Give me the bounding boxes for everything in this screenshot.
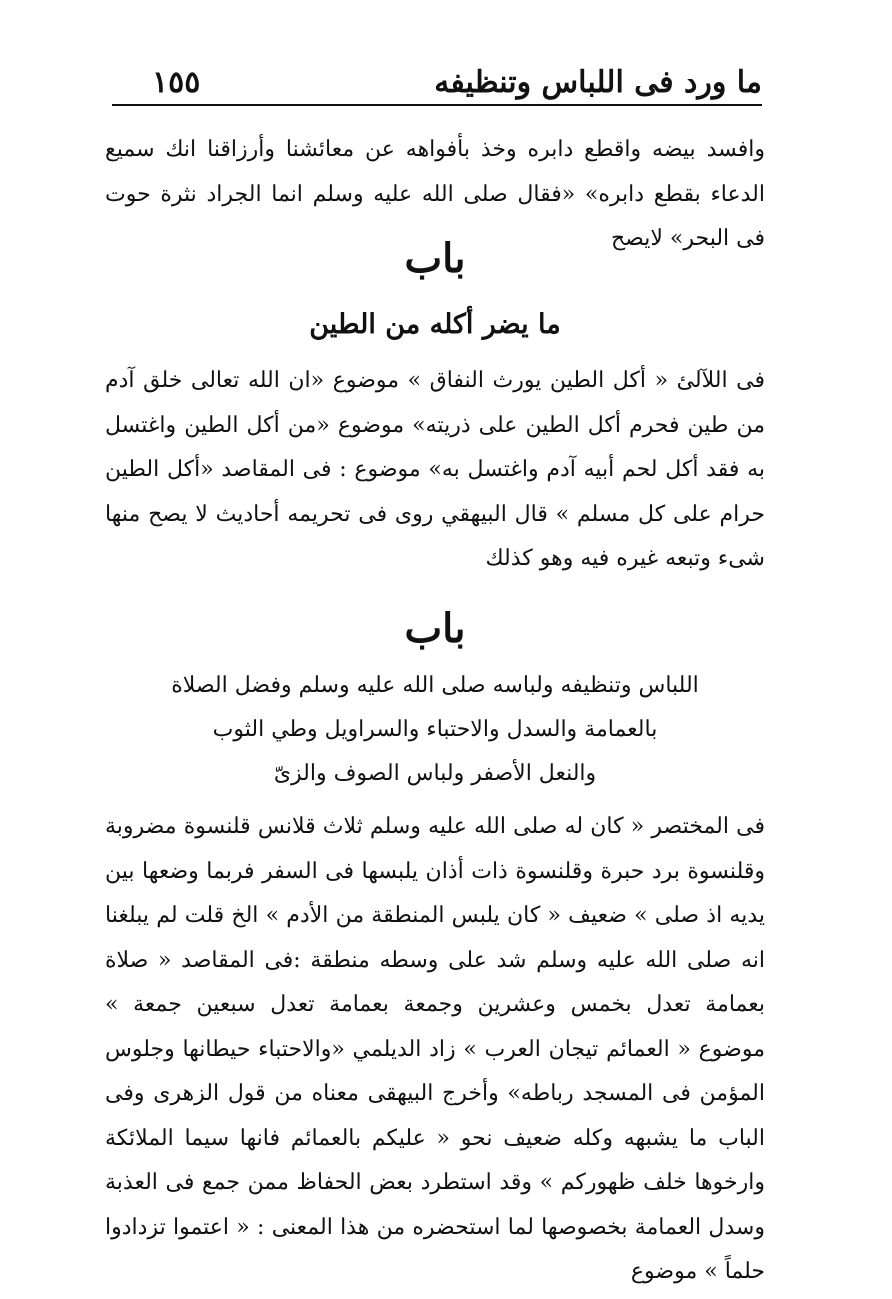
paragraph-clay: فى اللآلئ « أكل الطين يورث النفاق » موضوع «ان الله تعالى خلق آدم من طين فحرم أكل الطين على ذريته» موضوع «من أكل الطين واغتسل به فقد أكل لحم أبيه آدم واغتسل به» موضوع : فى المقاصد «أكل الطين حرام على كل مسلم » قال البيهقي روى فى تحريمه أحاديث لا يصح منها شىء وتبعه غيره فيه وهو كذلك bbox=[105, 368, 765, 571]
section-heading-bab-2: باب bbox=[404, 605, 466, 652]
page-number: ١٥٥ bbox=[152, 65, 201, 100]
page-body bbox=[105, 0, 765, 1299]
section-title-clothing-line-1: اللباس وتنظيفه ولباسه صلى الله عليه وسلم وفضل الصلاة bbox=[171, 673, 699, 698]
paragraph-locust-ending: وافسد بيضه واقطع دابره وخذ بأفواهه عن معائشنا وأرزاقنا انك سميع الدعاء بقطع دابره» «فقال صلى الله عليه وسلم انما الجراد نثرة حوت فى البحر» لايصح bbox=[105, 137, 765, 251]
section-heading-bab-1: باب bbox=[404, 235, 466, 282]
running-title: ما ورد فى اللباس وتنظيفه bbox=[434, 65, 762, 100]
section-title-clay: ما يضر أكله من الطين bbox=[309, 309, 561, 340]
section-title-clothing-line-3: والنعل الأصفر ولباس الصوف والزىّ bbox=[273, 761, 597, 786]
paragraph-clothing: فى المختصر « كان له صلى الله عليه وسلم ثلاث قلانس قلنسوة مضروبة وقلنسوة برد حبرة وقلنسوة ذات أذان يلبسها فى السفر فربما وضعها بين يديه اذ صلى » ضعيف « كان يلبس المنطقة من الأدم » الخ قلت لم يبلغنا انه صلى الله عليه وسلم شد على وسطه منطقة :فى المقاصد « صلاة بعمامة تعدل بخمس وعشرين وجمعة بعمامة تعدل سبعين جمعة » موضوع « العمائم تيجان العرب » زاد الديلمي «والاحتباء حيطانها وجلوس المؤمن فى المسجد رباطه» وأخرج البيهقى معناه من قول الزهرى وفى الباب ما يشبهه وكله ضعيف نحو « عليكم بالعمائم فانها سيما الملائكة وارخوها خلف ظهوركم » وقد استطرد بعض الحفاظ ممن جمع فى العذبة وسدل العمامة بخصوصها لما استحضره من هذا المعنى : « اعتموا تزدادوا حلماً » موضوع bbox=[105, 814, 765, 1284]
section-title-clothing-line-2: بالعمامة والسدل والاحتباء والسراويل وطي الثوب bbox=[212, 717, 658, 742]
